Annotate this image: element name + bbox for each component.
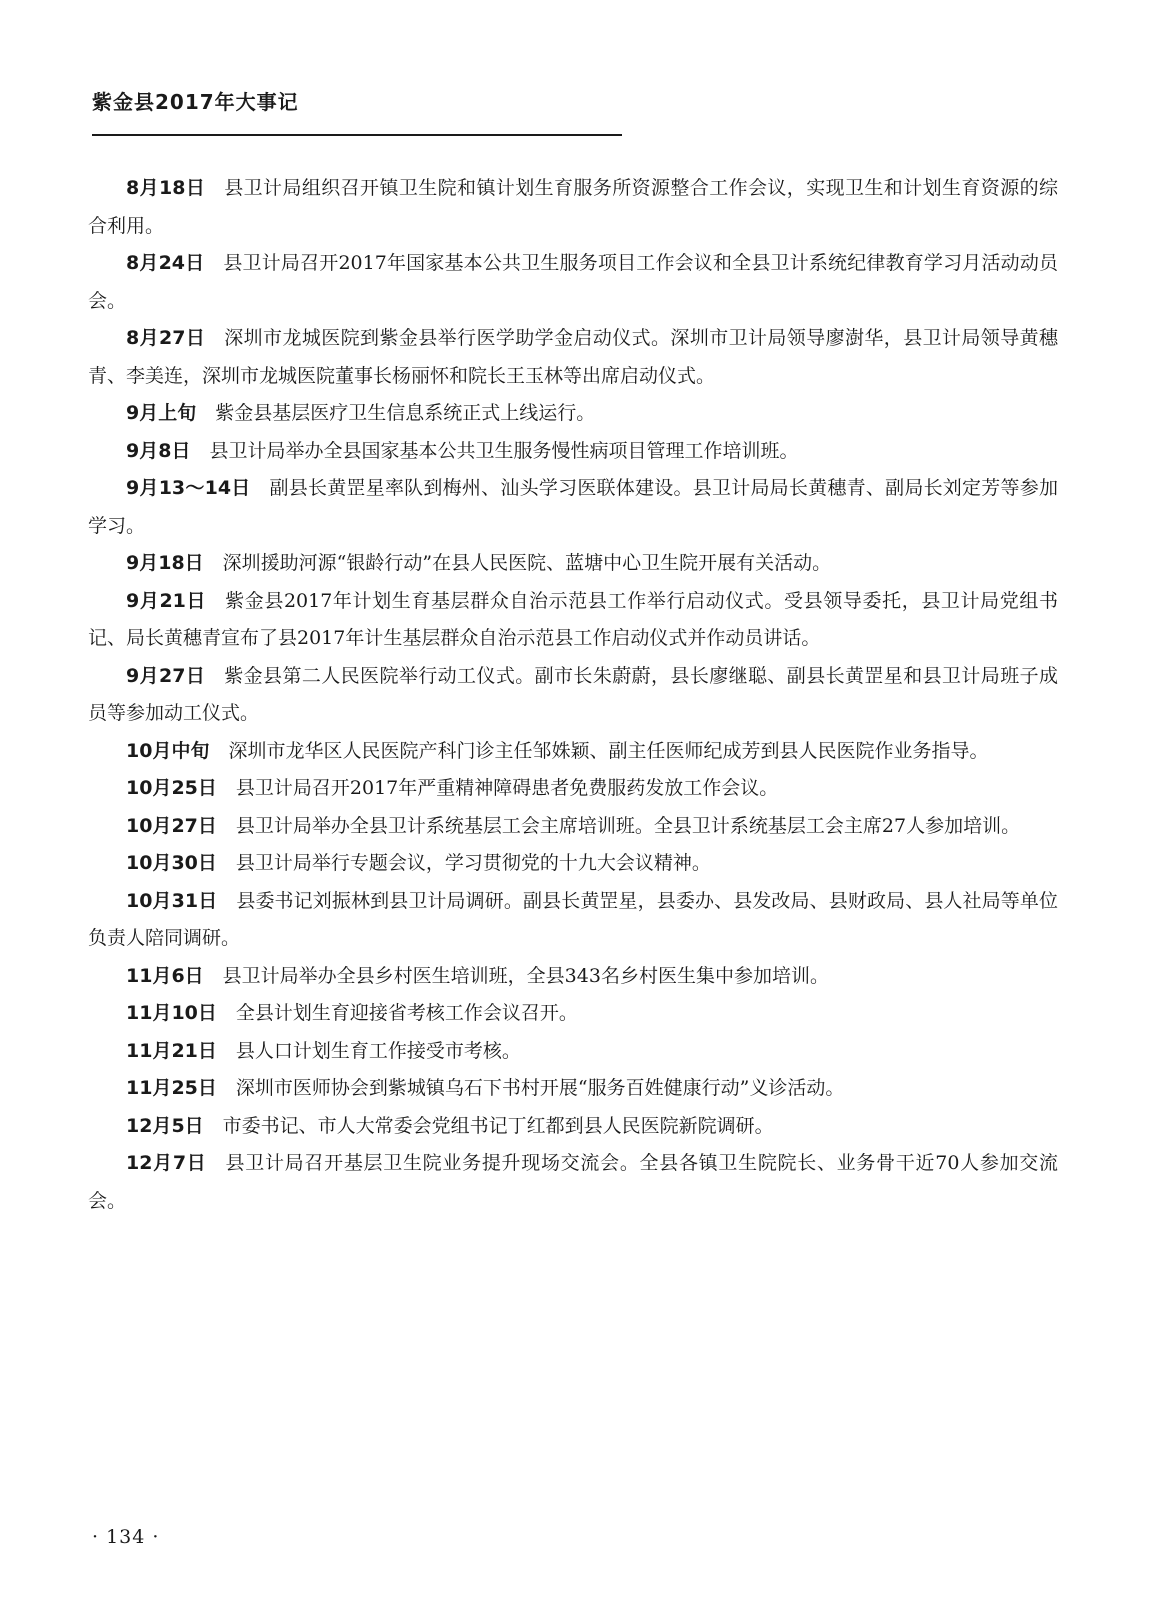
entry-date: 9月27日 — [126, 664, 206, 687]
entry-text: 县卫计局召开基层卫生院业务提升现场交流会。全县各镇卫生院院长、业务骨干近70人参加交流会。 — [88, 1152, 1058, 1212]
page-number: · 134 · — [92, 1526, 160, 1548]
entry-date: 9月8日 — [126, 439, 191, 462]
entry — [88, 545, 1058, 583]
entry-text: 县人口计划生育工作接受市考核。 — [235, 1039, 521, 1062]
entry — [88, 170, 1058, 245]
entry-date: 10月中旬 — [126, 739, 210, 762]
entry-text: 紫金县2017年计划生育基层群众自治示范县工作举行启动仪式。受县领导委托，县卫计局党组书记、局长黄穗青宣布了县2017年计生基层群众自治示范县工作启动仪式并作动员讲话。 — [88, 589, 1058, 649]
entry — [88, 845, 1058, 883]
entry-text: 市委书记、市人大常委会党组书记丁红都到县人民医院新院调研。 — [222, 1114, 774, 1137]
entry-text: 县卫计局举办全县卫计系统基层工会主席培训班。全县卫计系统基层工会主席27人参加培训。 — [235, 814, 1021, 837]
entry-date: 9月13～14日 — [126, 477, 251, 499]
entry-text: 县卫计局组织召开镇卫生院和镇计划生育服务所资源整合工作会议，实现卫生和计划生育资源的综合利用。 — [88, 177, 1058, 237]
entry — [88, 1108, 1058, 1146]
entry-date: 10月31日 — [126, 889, 218, 912]
entry — [88, 320, 1058, 395]
running-header — [92, 88, 622, 136]
entry-text: 县卫计局召开2017年国家基本公共卫生服务项目工作会议和全县卫计系统纪律教育学习月活动动员会。 — [88, 252, 1058, 312]
entry — [88, 583, 1058, 658]
chronicle-entries — [88, 170, 1058, 1220]
header-title: 紫金县2017年大事记 — [92, 90, 299, 114]
entry — [88, 995, 1058, 1033]
entry-date: 11月25日 — [126, 1077, 217, 1099]
entry-date: 9月18日 — [126, 552, 204, 574]
entry-date: 12月5日 — [126, 1114, 204, 1137]
entry — [88, 733, 1058, 771]
entry-text: 深圳市龙城医院到紫金县举行医学助学金启动仪式。深圳市卫计局领导廖澍华，县卫计局领导黄穗青、李美连，深圳市龙城医院董事长杨丽怀和院长王玉林等出席启动仪式。 — [88, 327, 1058, 387]
entry-text: 县卫计局举行专题会议，学习贯彻党的十九大会议精神。 — [235, 852, 711, 874]
entry-text: 县卫计局举办全县乡村医生培训班，全县343名乡村医生集中参加培训。 — [222, 964, 829, 987]
entry-text: 深圳市医师协会到紫城镇乌石下书村开展“服务百姓健康行动”义诊活动。 — [235, 1077, 845, 1099]
entry — [88, 470, 1058, 545]
entry-date: 10月27日 — [126, 814, 217, 837]
entry-date: 11月10日 — [126, 1002, 217, 1024]
entry — [88, 658, 1058, 733]
entry-text: 副县长黄罡星率队到梅州、汕头学习医联体建设。县卫计局局长黄穗青、副局长刘定芳等参加学习。 — [88, 477, 1058, 537]
entry-text: 县委书记刘振林到县卫计局调研。副县长黄罡星，县委办、县发改局、县财政局、县人社局等单位负责人陪同调研。 — [88, 889, 1058, 949]
entry-date: 8月24日 — [126, 252, 205, 274]
entry-text: 紫金县第二人民医院举行动工仪式。副市长朱蔚蔚，县长廖继聪、副县长黄罡星和县卫计局班子成员等参加动工仪式。 — [88, 664, 1058, 724]
entry-date: 11月6日 — [126, 964, 204, 987]
entry-text: 深圳援助河源“银龄行动”在县人民医院、蓝塘中心卫生院开展有关活动。 — [222, 552, 832, 574]
entry — [88, 958, 1058, 996]
entry — [88, 245, 1058, 320]
entry-date: 10月25日 — [126, 777, 217, 799]
entry-date: 9月21日 — [126, 589, 207, 612]
entry — [88, 395, 1058, 433]
entry — [88, 1145, 1058, 1220]
entry-text: 全县计划生育迎接省考核工作会议召开。 — [235, 1002, 578, 1024]
entry-text: 紫金县基层医疗卫生信息系统正式上线运行。 — [215, 402, 596, 424]
entry — [88, 433, 1058, 471]
entry — [88, 1033, 1058, 1071]
entry-date: 8月27日 — [126, 327, 206, 349]
entry — [88, 1070, 1058, 1108]
entry-date: 8月18日 — [126, 177, 206, 199]
entry — [88, 770, 1058, 808]
entry — [88, 808, 1058, 846]
header-divider — [92, 134, 622, 136]
entry-date: 10月30日 — [126, 852, 217, 874]
entry-date: 9月上旬 — [126, 402, 197, 424]
entry-date: 11月21日 — [126, 1039, 217, 1062]
entry-text: 县卫计局举办全县国家基本公共卫生服务慢性病项目管理工作培训班。 — [209, 439, 799, 462]
entry — [88, 883, 1058, 958]
entry-text: 深圳市龙华区人民医院产科门诊主任邹姝颖、副主任医师纪成芳到县人民医院作业务指导。 — [228, 739, 989, 762]
entry-text: 县卫计局召开2017年严重精神障碍患者免费服药发放工作会议。 — [235, 777, 779, 799]
entry-date: 12月7日 — [126, 1152, 207, 1174]
